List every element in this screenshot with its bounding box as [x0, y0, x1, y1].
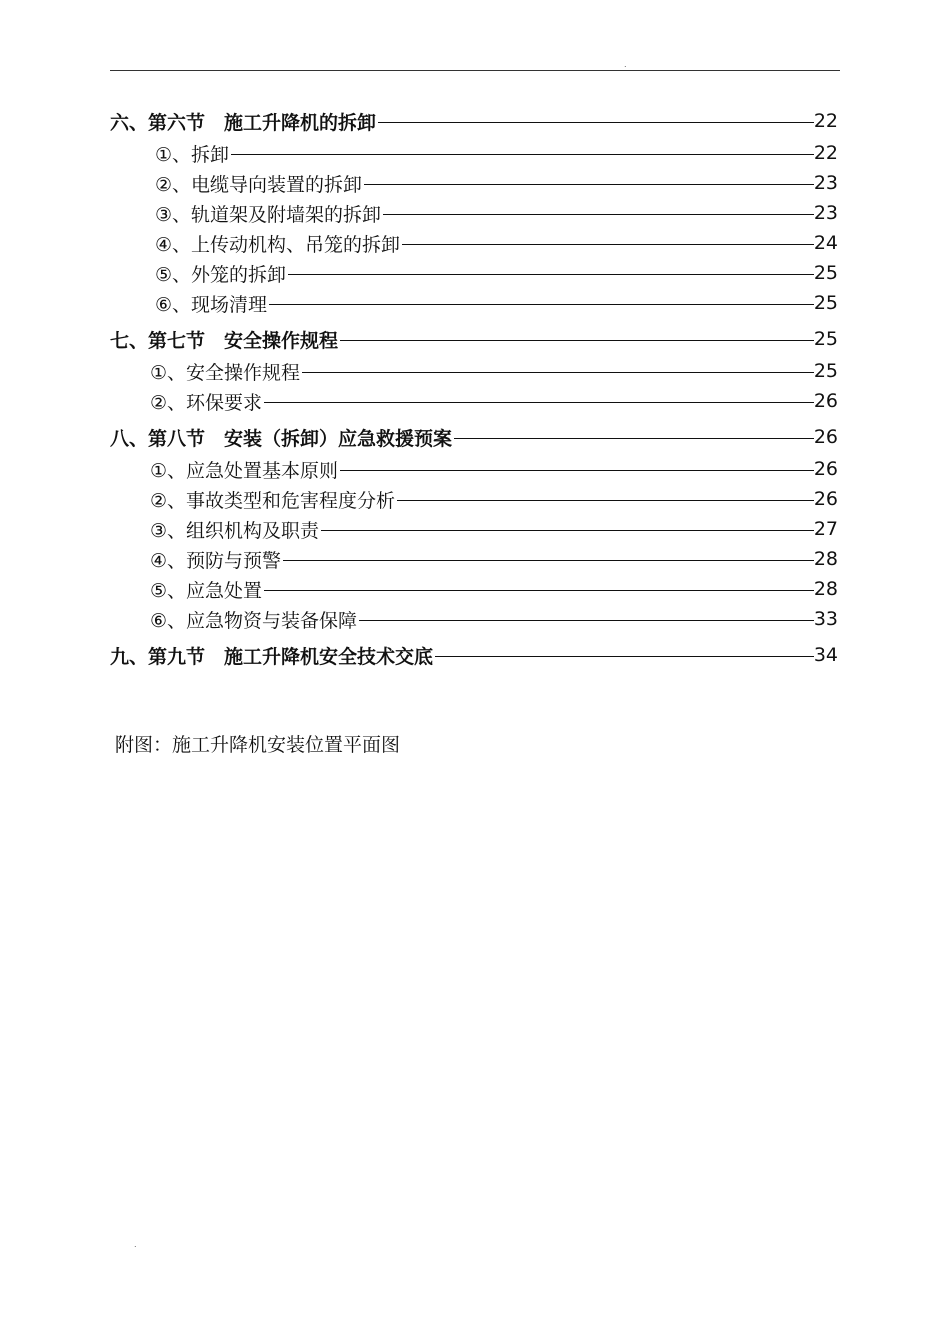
toc-page-number: 26 [813, 458, 838, 480]
table-of-contents [110, 104, 840, 672]
toc-page-number: 26 [813, 488, 838, 510]
toc-section-row[interactable] [110, 420, 840, 454]
toc-page-number: 25 [813, 328, 838, 350]
toc-entry-label: ②、事故类型和危害程度分析 [150, 489, 396, 512]
toc-leader-line [397, 500, 814, 501]
toc-leader-line [269, 304, 814, 305]
header-mark: . [624, 60, 627, 69]
toc-subsection-row[interactable] [110, 454, 840, 484]
toc-entry-label: ②、电缆导向装置的拆卸 [155, 173, 363, 196]
toc-page-number: 25 [813, 360, 838, 382]
toc-entry-label: 六、第六节 施工升降机的拆卸 [110, 111, 377, 134]
toc-leader-line [264, 402, 814, 403]
toc-page-number: 22 [813, 110, 838, 132]
toc-leader-line [359, 620, 814, 621]
toc-page-number: 28 [813, 578, 838, 600]
toc-leader-line [288, 274, 814, 275]
toc-leader-line [264, 590, 814, 591]
toc-leader-line [321, 530, 814, 531]
toc-subsection-row[interactable] [110, 514, 840, 544]
toc-subsection-row[interactable] [110, 288, 840, 318]
toc-entry-label: 七、第七节 安全操作规程 [110, 329, 339, 352]
toc-leader-line [340, 340, 814, 341]
toc-entry-label: ⑥、现场清理 [155, 293, 268, 316]
toc-section-row[interactable] [110, 104, 840, 138]
toc-page-number: 34 [813, 644, 838, 666]
toc-section-row[interactable] [110, 638, 840, 672]
header-rule [110, 70, 840, 71]
toc-leader-line [383, 214, 814, 215]
toc-leader-line [231, 154, 814, 155]
toc-subsection-row[interactable] [110, 386, 840, 416]
toc-page-number: 28 [813, 548, 838, 570]
toc-page-number: 27 [813, 518, 838, 540]
toc-subsection-row[interactable] [110, 228, 840, 258]
toc-entry-label: ①、拆卸 [155, 143, 230, 166]
toc-entry-label: 八、第八节 安装（拆卸）应急救援预案 [110, 427, 453, 450]
toc-entry-label: ①、应急处置基本原则 [150, 459, 339, 482]
toc-subsection-row[interactable] [110, 258, 840, 288]
toc-page-number: 23 [813, 202, 838, 224]
toc-subsection-row[interactable] [110, 168, 840, 198]
toc-entry-label: ⑥、应急物资与装备保障 [150, 609, 358, 632]
toc-leader-line [283, 560, 814, 561]
toc-leader-line [364, 184, 814, 185]
toc-page-number: 22 [813, 142, 838, 164]
toc-leader-line [340, 470, 814, 471]
toc-leader-line [378, 122, 814, 123]
toc-page-number: 25 [813, 262, 838, 284]
toc-leader-line [402, 244, 814, 245]
toc-subsection-row[interactable] [110, 544, 840, 574]
toc-entry-label: ②、环保要求 [150, 391, 263, 414]
footer-mark: . [134, 1240, 137, 1249]
toc-subsection-row[interactable] [110, 484, 840, 514]
toc-subsection-row[interactable] [110, 604, 840, 634]
toc-subsection-row[interactable] [110, 138, 840, 168]
appendix-entry: 附图：施工升降机安装位置平面图 [115, 734, 401, 756]
toc-page-number: 33 [813, 608, 838, 630]
toc-entry-label: ⑤、外笼的拆卸 [155, 263, 287, 286]
toc-subsection-row[interactable] [110, 198, 840, 228]
toc-entry-label: ④、预防与预警 [150, 549, 282, 572]
toc-page-number: 24 [813, 232, 838, 254]
toc-page-number: 26 [813, 426, 838, 448]
toc-entry-label: ①、安全操作规程 [150, 361, 301, 384]
toc-entry-label: ③、组织机构及职责 [150, 519, 320, 542]
toc-page-number: 23 [813, 172, 838, 194]
toc-entry-label: ④、上传动机构、吊笼的拆卸 [155, 233, 401, 256]
toc-subsection-row[interactable] [110, 356, 840, 386]
toc-leader-line [454, 438, 814, 439]
toc-section-row[interactable] [110, 322, 840, 356]
toc-entry-label: ⑤、应急处置 [150, 579, 263, 602]
toc-entry-label: 九、第九节 施工升降机安全技术交底 [110, 645, 434, 668]
toc-leader-line [302, 372, 814, 373]
toc-page-number: 25 [813, 292, 838, 314]
toc-leader-line [435, 656, 814, 657]
toc-page-number: 26 [813, 390, 838, 412]
toc-entry-label: ③、轨道架及附墙架的拆卸 [155, 203, 382, 226]
toc-subsection-row[interactable] [110, 574, 840, 604]
